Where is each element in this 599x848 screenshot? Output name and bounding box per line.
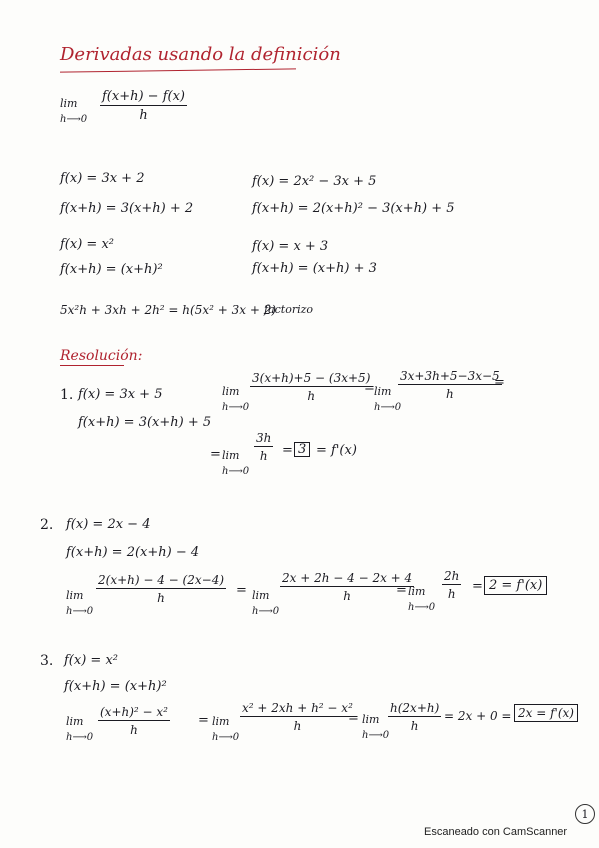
equals: =	[472, 579, 483, 594]
title-underline	[60, 68, 296, 72]
limit	[408, 586, 435, 613]
numerator: h(2x+h)	[390, 701, 440, 715]
example-line: f(x) = x + 3	[252, 239, 329, 254]
lim-label: lim	[408, 585, 426, 598]
lim-under: h⟶0	[222, 402, 250, 413]
lim-label: lim	[212, 715, 230, 728]
numerator: 2(x+h) − 4 − (2x−4)	[98, 573, 225, 587]
example-line: f(x+h) = 3(x+h) + 2	[60, 201, 194, 216]
problem-number: 2.	[40, 517, 54, 533]
scanner-footer: Escaneado con CamScanner	[424, 826, 568, 838]
lim-under: h⟶0	[362, 730, 390, 741]
denominator: h	[445, 387, 454, 401]
denominator: h	[259, 449, 268, 463]
equals: =	[396, 583, 407, 598]
example-line: f(x) = 2x² − 3x + 5	[252, 174, 377, 189]
resolution-heading: Resolución:	[60, 348, 143, 364]
result-box: 2 = f'(x)	[484, 576, 547, 595]
lim-label: lim	[362, 713, 380, 726]
problem-fxh: f(x+h) = 3(x+h) + 5	[78, 415, 212, 430]
numerator: 2h	[444, 569, 460, 583]
lim-label: lim	[222, 385, 240, 398]
numerator: (x+h)² − x²	[100, 705, 168, 719]
fraction	[398, 370, 502, 400]
example-line: f(x) = 3x + 2	[60, 171, 145, 186]
numerator: 3x+3h+5−3x−5	[400, 369, 500, 383]
lim-under: h⟶0	[408, 602, 436, 613]
fraction	[240, 702, 355, 732]
lim-label: lim	[252, 589, 270, 602]
lim-label: lim	[60, 97, 78, 110]
limit	[362, 714, 389, 741]
definition-fraction	[100, 90, 187, 122]
intermediate: = 2x + 0 =	[444, 709, 512, 723]
problem-number: 1.	[60, 387, 74, 403]
fraction	[254, 432, 273, 462]
equals: =	[210, 447, 221, 462]
example-line: f(x) = x²	[60, 237, 114, 252]
lim-label: lim	[374, 385, 392, 398]
fraction	[442, 570, 461, 600]
problem-fx: f(x) = x²	[64, 653, 118, 668]
lim-under: h⟶0	[252, 606, 280, 617]
problem-fx: f(x) = 3x + 5	[78, 387, 163, 402]
equals: =	[494, 375, 505, 390]
resolution-underline	[60, 365, 124, 366]
lim-label: lim	[66, 589, 84, 602]
lim-under: h⟶0	[60, 114, 88, 125]
fraction	[280, 572, 414, 602]
numerator: x² + 2xh + h² − x²	[242, 701, 353, 715]
equals: =	[348, 711, 359, 726]
numerator: 2x + 2h − 4 − 2x + 4	[282, 571, 413, 585]
fraction	[250, 372, 372, 402]
lim-under: h⟶0	[374, 402, 402, 413]
denominator: h	[410, 719, 419, 733]
denominator: h	[343, 589, 351, 603]
numerator: f(x+h) − f(x)	[102, 89, 185, 104]
lim-under: h⟶0	[222, 466, 250, 477]
lim-under: h⟶0	[212, 732, 240, 743]
denominator: h	[307, 389, 316, 403]
limit	[222, 450, 249, 477]
lim-under: h⟶0	[66, 732, 94, 743]
page-number: 1	[575, 804, 595, 824]
equals: =	[364, 381, 375, 396]
denominator: h	[130, 723, 138, 737]
denominator: h	[447, 587, 456, 601]
page-title: Derivadas usando la definición	[60, 44, 341, 65]
derivative: = f'(x)	[316, 443, 357, 458]
definition-limit	[60, 98, 87, 125]
problem-fx: f(x) = 2x − 4	[66, 517, 151, 532]
fraction	[388, 702, 441, 732]
fraction	[96, 574, 226, 604]
equals: =	[198, 713, 209, 728]
denominator: h	[139, 108, 148, 123]
fraction	[98, 706, 170, 736]
numerator: 3(x+h)+5 − (3x+5)	[252, 371, 371, 385]
result-box: 3	[294, 442, 310, 457]
equals: =	[236, 583, 247, 598]
problem-fxh: f(x+h) = (x+h)²	[64, 679, 167, 694]
problem-number: 3.	[40, 653, 54, 669]
example-line: f(x+h) = (x+h) + 3	[252, 261, 377, 276]
limit	[66, 590, 93, 617]
denominator: h	[157, 591, 165, 605]
lim-label: lim	[222, 449, 240, 462]
factor-line: 5x²h + 3xh + 2h² = h(5x² + 3x + 2)	[60, 303, 277, 317]
limit	[66, 716, 93, 743]
lim-label: lim	[66, 715, 84, 728]
example-line: f(x+h) = 2(x+h)² − 3(x+h) + 5	[252, 201, 455, 216]
result-box: 2x = f'(x)	[514, 704, 578, 722]
problem-fxh: f(x+h) = 2(x+h) − 4	[66, 545, 200, 560]
limit	[222, 386, 249, 413]
limit	[252, 590, 279, 617]
factor-note: factorizo	[264, 303, 314, 316]
equals: =	[282, 443, 293, 458]
example-line: f(x+h) = (x+h)²	[60, 262, 163, 277]
numerator: 3h	[256, 431, 272, 445]
lim-under: h⟶0	[66, 606, 94, 617]
limit	[212, 716, 239, 743]
denominator: h	[293, 719, 302, 733]
